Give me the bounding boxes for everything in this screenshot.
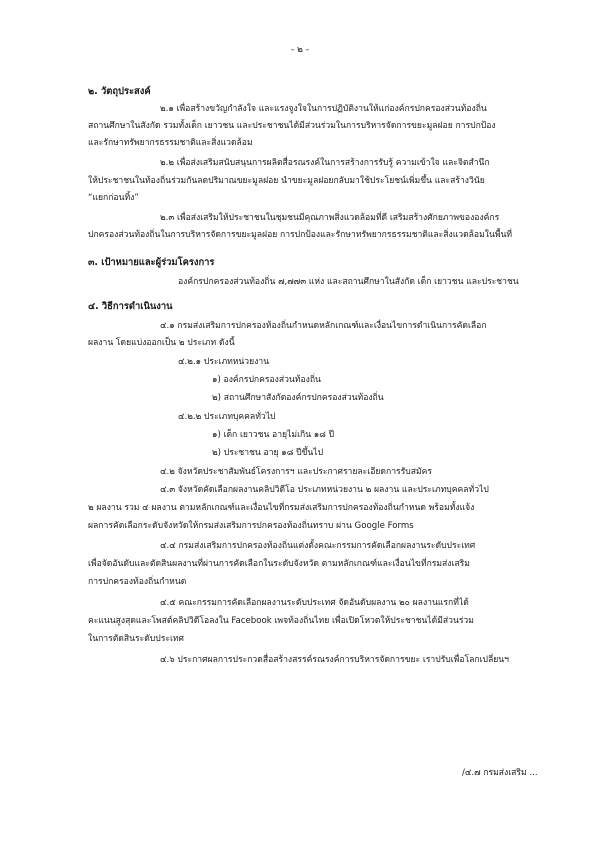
type-individual-heading: ๔.๒.๒ ประเภทบุคคลทั่วไป — [178, 412, 276, 422]
type-individual-item-2: ๒) ประชาชน อายุ ๑๘ ปีขึ้นไป — [212, 448, 324, 458]
type-organization-item-2: ๒) สถานศึกษาสังกัดองค์กรปกครองส่วนท้องถิ่น — [212, 393, 384, 403]
step-4-4-line1: ๔.๔ กรมส่งเสริมการปกครองท้องถิ่นแต่งตั้งคณะกรรมการคัดเลือกผลงานระดับประเทศ — [160, 541, 476, 551]
objective-2-2-line3: “แยกก่อนทิ้ง” — [88, 193, 139, 203]
objective-2-1-line1: ๒.๑ เพื่อสร้างขวัญกำลังใจ และแรงจูงใจในการปฏิบัติงานให้แก่องค์กรปกครองส่วนท้องถิ่น — [160, 104, 487, 114]
objective-2-1-line2: สถานศึกษาในสังกัด รวมทั้งเด็ก เยาวชน และประชาชนได้มีส่วนร่วมในการบริหารจัดการขยะมูลฝอย การปกป้อง — [88, 121, 496, 131]
step-4-1-line2: ผลงาน โดยแบ่งออกเป็น ๒ ประเภท ดังนี้ — [88, 338, 235, 348]
continuation-note: /๔.๗ กรมส่งเสริม ... — [462, 768, 538, 778]
step-4-4-line2: เพื่อจัดอันดับและตัดสินผลงานที่ผ่านการคัดเลือกในระดับจังหวัด ตามหลักเกณฑ์และเงื่อนไขที่กรมส่งเสริม — [88, 559, 470, 569]
section-2-heading: ๒. วัตถุประสงค์ — [88, 86, 151, 97]
section-3-heading: ๓. เป้าหมายและผู้ร่วมโครงการ — [88, 257, 215, 268]
step-4-1-line1: ๔.๑ กรมส่งเสริมการปกครองท้องถิ่นกำหนดหลักเกณฑ์และเงื่อนไขการดำเนินการคัดเลือก — [160, 321, 487, 331]
step-4-5-line3: ในการตัดสินระดับประเทศ — [88, 634, 185, 644]
objective-2-1-line3: และรักษาทรัพยากรธรรมชาติและสิ่งแวดล้อม — [88, 138, 253, 148]
type-organization-item-1: ๑) องค์กรปกครองส่วนท้องถิ่น — [212, 375, 321, 385]
target-participants: องค์กรปกครองส่วนท้องถิ่น ๗,๗๗๓ แห่ง และสถานศึกษาในสังกัด เด็ก เยาวชน และประชาชน — [178, 277, 519, 287]
page-number: - ๒ - — [290, 45, 310, 55]
step-4-4-line3: การปกครองท้องถิ่นกำหนด — [88, 577, 187, 587]
objective-2-3-line2: ปกครองส่วนท้องถิ่นในการบริหารจัดการขยะมูลฝอย การปกป้องและรักษาทรัพยากรธรรมชาติและสิ่งแวดล้อมในพื้นที่ — [88, 230, 513, 240]
section-4-heading: ๔. วิธีการดำเนินงาน — [88, 301, 173, 312]
step-4-3-line2: ๒ ผลงาน รวม ๔ ผลงาน ตามหลักเกณฑ์และเงื่อนไขที่กรมส่งเสริมการปกครองท้องถิ่นกำหนด พร้อมทั้งแจ้ง — [88, 503, 475, 513]
step-4-5-line2: คะแนนสูงสุดและโพสต์คลิปวิดีโอลงใน Facebook เพจท้องถิ่นไทย เพื่อเปิดโหวตให้ประชาชนได้มีส่วนร่วม — [88, 616, 474, 626]
step-4-3-line3: ผลการคัดเลือกระดับจังหวัดให้กรมส่งเสริมการปกครองท้องถิ่นทราบ ผ่าน Google Forms — [88, 521, 414, 531]
step-4-3-line1: ๔.๓ จังหวัดคัดเลือกผลงานคลิปวิดีโอ ประเภทหน่วยงาน ๒ ผลงาน และประเภทบุคคลทั่วไป — [160, 485, 489, 495]
step-4-6: ๔.๖ ประกาศผลการประกวดสื่อสร้างสรรค์รณรงค์การบริหารจัดการขยะ เราปรับเพื่อโลกเปลี่ยนฯ — [160, 655, 509, 665]
type-organization-heading: ๔.๒.๑ ประเภทหน่วยงาน — [178, 357, 270, 367]
objective-2-2-line2: ให้ประชาชนในท้องถิ่นร่วมกันลดปริมาณขยะมูลฝอย นำขยะมูลฝอยกลับมาใช้ประโยชน์เพิ่มขึ้น และสร้างวินัย — [88, 176, 485, 186]
objective-2-3-line1: ๒.๓ เพื่อส่งเสริมให้ประชาชนในชุมชนมีคุณภาพสิ่งแวดล้อมที่ดี เสริมสร้างศักยภาพขององค์กร — [160, 213, 500, 223]
type-individual-item-1: ๑) เด็ก เยาวชน อายุไม่เกิน ๑๘ ปี — [212, 430, 335, 440]
step-4-2: ๔.๒ จังหวัดประชาสัมพันธ์โครงการฯ และประกาศรายละเอียดการรับสมัคร — [160, 467, 433, 477]
objective-2-2-line1: ๒.๒ เพื่อส่งเสริมสนับสนุนการผลิตสื่อรณรงค์ในการสร้างการรับรู้ ความเข้าใจ และจิตสำนึก — [160, 158, 490, 168]
step-4-5-line1: ๔.๕ คณะกรรมการคัดเลือกผลงานระดับประเทศ จัดอันดับผลงาน ๒๐ ผลงานแรกที่ได้ — [160, 598, 469, 608]
